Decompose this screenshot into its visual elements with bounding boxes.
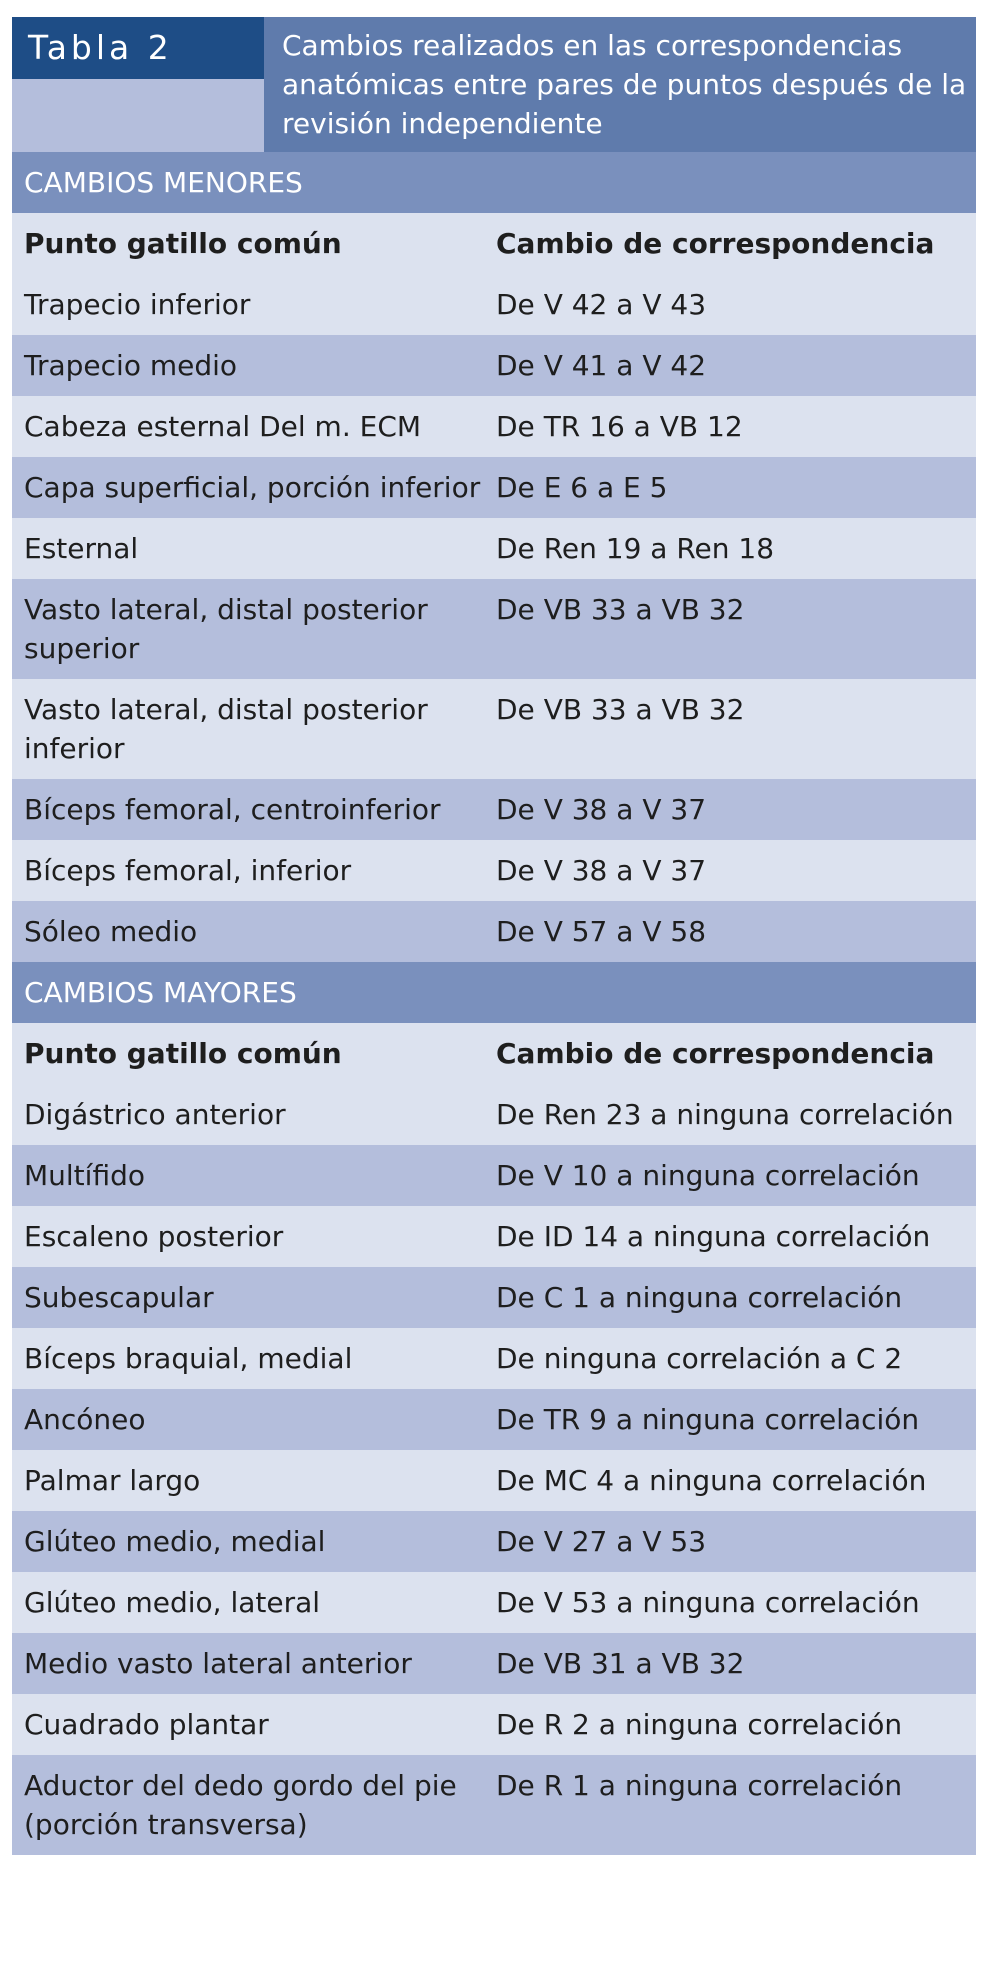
cell-trigger-point: Esternal — [24, 532, 139, 565]
table-row — [12, 457, 976, 518]
column-header-row — [12, 1023, 976, 1084]
table-row — [12, 274, 976, 335]
cell-trigger-point: Medio vasto lateral anterior — [24, 1647, 412, 1680]
cell-trigger-point: Bíceps femoral, centroinferior — [24, 793, 441, 826]
table-row — [12, 335, 976, 396]
table-row — [12, 1633, 976, 1694]
table-row — [12, 1694, 976, 1755]
column-header-change: Cambio de correspondencia — [496, 1037, 935, 1070]
cell-correspondence-change: De Ren 19 a Ren 18 — [496, 532, 775, 565]
table-caption: Cambios realizados en las correspondencias anatómicas entre pares de puntos después de la revisión independiente — [264, 17, 976, 152]
table-label: Tabla 2 — [12, 17, 264, 79]
cell-correspondence-change: De C 1 a ninguna correlación — [496, 1281, 903, 1314]
cell-correspondence-change: De ninguna correlación a C 2 — [496, 1342, 903, 1375]
section-title: CAMBIOS MAYORES — [12, 962, 976, 1023]
section-title: CAMBIOS MENORES — [12, 152, 976, 213]
column-header-change: Cambio de correspondencia — [496, 227, 935, 260]
table-row — [12, 1511, 976, 1572]
cell-correspondence-change: De MC 4 a ninguna correlación — [496, 1464, 927, 1497]
cell-correspondence-change: De TR 9 a ninguna correlación — [496, 1403, 920, 1436]
cell-correspondence-change: De V 57 a V 58 — [496, 915, 707, 948]
cell-correspondence-change: De V 10 a ninguna correlación — [496, 1159, 920, 1192]
table-row — [12, 1206, 976, 1267]
cell-trigger-point: Bíceps femoral, inferior — [24, 854, 352, 887]
cell-trigger-point: Glúteo medio, lateral — [24, 1586, 321, 1619]
table-label-fill — [12, 79, 264, 152]
table-row — [12, 1145, 976, 1206]
column-header-point: Punto gatillo común — [24, 227, 342, 260]
table-row — [12, 518, 976, 579]
cell-trigger-point: Vasto lateral, distal posterior inferior — [24, 693, 428, 765]
column-header-point: Punto gatillo común — [24, 1037, 342, 1070]
table-body — [12, 152, 976, 1855]
cell-trigger-point: Subescapular — [24, 1281, 214, 1314]
cell-correspondence-change: De TR 16 a VB 12 — [496, 410, 743, 443]
cell-trigger-point: Palmar largo — [24, 1464, 201, 1497]
table-row — [12, 1450, 976, 1511]
cell-trigger-point: Escaleno posterior — [24, 1220, 284, 1253]
cell-correspondence-change: De VB 33 a VB 32 — [496, 593, 745, 626]
table-row — [12, 579, 976, 679]
table-row — [12, 679, 976, 779]
cell-trigger-point: Vasto lateral, distal posterior superior — [24, 593, 428, 665]
cell-trigger-point: Trapecio medio — [24, 349, 238, 382]
table-row — [12, 396, 976, 457]
table-header — [12, 17, 976, 152]
correspondence-table — [12, 17, 976, 1855]
table-row — [12, 1389, 976, 1450]
table-row — [12, 1755, 976, 1855]
table-row — [12, 779, 976, 840]
cell-trigger-point: Sóleo medio — [24, 915, 198, 948]
cell-correspondence-change: De V 38 a V 37 — [496, 854, 707, 887]
cell-correspondence-change: De V 27 a V 53 — [496, 1525, 707, 1558]
cell-correspondence-change: De VB 33 a VB 32 — [496, 693, 745, 726]
cell-trigger-point: Glúteo medio, medial — [24, 1525, 326, 1558]
cell-trigger-point: Capa superficial, porción inferior — [24, 471, 481, 504]
table-row — [12, 1084, 976, 1145]
cell-correspondence-change: De E 6 a E 5 — [496, 471, 668, 504]
cell-correspondence-change: De V 38 a V 37 — [496, 793, 707, 826]
table-row — [12, 901, 976, 962]
cell-trigger-point: Ancóneo — [24, 1403, 146, 1436]
cell-correspondence-change: De VB 31 a VB 32 — [496, 1647, 745, 1680]
cell-trigger-point: Bíceps braquial, medial — [24, 1342, 353, 1375]
cell-correspondence-change: De V 53 a ninguna correlación — [496, 1586, 920, 1619]
cell-trigger-point: Digástrico anterior — [24, 1098, 286, 1131]
cell-trigger-point: Trapecio inferior — [24, 288, 251, 321]
table-row — [12, 1267, 976, 1328]
column-header-row — [12, 213, 976, 274]
table-row — [12, 1572, 976, 1633]
cell-trigger-point: Aductor del dedo gordo del pie (porción transversa) — [24, 1769, 457, 1841]
cell-correspondence-change: De R 2 a ninguna correlación — [496, 1708, 903, 1741]
cell-correspondence-change: De R 1 a ninguna correlación — [496, 1769, 903, 1802]
cell-correspondence-change: De V 42 a V 43 — [496, 288, 707, 321]
cell-correspondence-change: De ID 14 a ninguna correlación — [496, 1220, 931, 1253]
cell-correspondence-change: De V 41 a V 42 — [496, 349, 707, 382]
table-label-block — [12, 17, 264, 152]
cell-trigger-point: Multífido — [24, 1159, 145, 1192]
cell-correspondence-change: De Ren 23 a ninguna correlación — [496, 1098, 954, 1131]
cell-trigger-point: Cabeza esternal Del m. ECM — [24, 410, 422, 443]
cell-trigger-point: Cuadrado plantar — [24, 1708, 269, 1741]
table-row — [12, 840, 976, 901]
table-row — [12, 1328, 976, 1389]
